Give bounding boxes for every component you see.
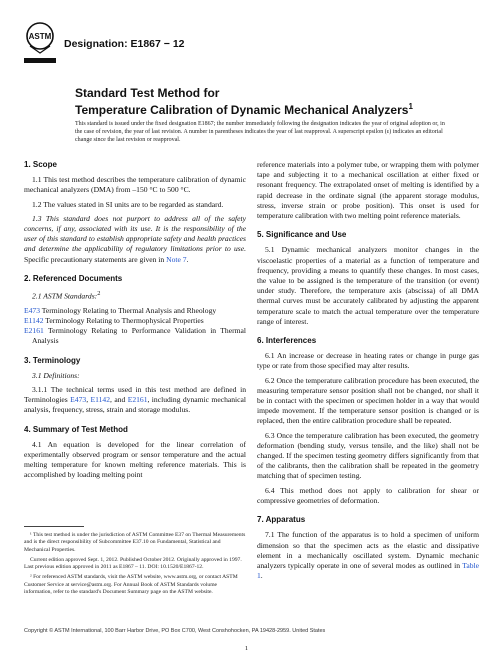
paragraph: 1.2 The values stated in SI units are to be regarded as standard. — [32, 199, 224, 209]
section-heading: 2. Referenced Documents — [24, 273, 123, 283]
designation: Designation: E1867 − 12 — [64, 38, 185, 50]
section-heading: 4. Summary of Test Method — [24, 424, 128, 434]
left-column — [24, 160, 246, 485]
reference-item: E2161 Terminology Relating to Performance Validation in Thermal Analysis — [24, 326, 246, 346]
page-number: 1 — [244, 645, 249, 652]
astm-logo-icon — [24, 22, 56, 66]
section-heading: 3. Terminology — [24, 355, 81, 365]
paragraph: 6.3 Once the temperature calibration has been executed, the geometry deformation (bending study, versus tensile, and the like) shall not be changed. If the specimen testing geometry differs significantly from that of the calibrants, then the calibration shall be repeated in the geometry matching that of specimen testing. — [257, 430, 479, 481]
paragraph: 1.3 This standard does not purport to address all of the safety concerns, if any, associated with its use. It is the responsibility of the user of this standard to establish appropriate safety and health practices and determine the applicability of regulatory limitations prior to use. Specific precautionary statements are given in Note 7. — [24, 213, 246, 264]
section-heading: 7. Apparatus — [257, 515, 306, 525]
paragraph: reference materials into a polymer tube, or wrapping them with polymer tape and subjecting it to a mechanical oscillation at either fixed or resonant frequency. The extrapolated onset of melting is identified by a rapid decrease in the ordinate signal (the apparent storage modulus, stress, inverse strain or probe position). This onset is used for temperature calibration with two melting point reference materials. — [257, 160, 479, 221]
paragraph: 6.1 An increase or decrease in heating rates or change in purge gas type or rate from those specified may alter results. — [257, 351, 479, 371]
section-heading: 6. Interferences — [257, 336, 317, 346]
paragraph: 2.1 ASTM Standards:$^2$ — [32, 290, 101, 301]
ref-e1142-link[interactable]: E1142 — [90, 395, 111, 405]
reference-item: E1142 Terminology Relating to Thermophysical Properties — [24, 315, 204, 325]
issuance-notice: This standard is issued under the fixed designation E1867; the number immediately following the designation indicates the year of original adoption or, in the case of revision, the year of last revision. A number in parentheses indicates the year of last reapproval. A superscript epsilon (ε) indicates an editorial change since the last revision or reapproval. — [75, 121, 445, 144]
ref-e473-link[interactable]: E473 — [70, 395, 87, 405]
footnote: ¹ This test method is under the jurisdiction of ASTM Committee E37 on Thermal Measurements and is the direct responsibility of Subcommittee E37.10 on Fundamental, Statistical and Mechanical Properties. — [24, 532, 246, 553]
ref-e1142-link[interactable]: E1142 — [24, 315, 44, 325]
title-line-2: Temperature Calibration of Dynamic Mechanical Analyzers$^1$ — [75, 102, 413, 117]
right-column — [257, 160, 479, 585]
ref-e473-link[interactable]: E473 — [24, 305, 41, 315]
footnote-divider — [24, 526, 84, 527]
footnote: Current edition approved Sept. 1, 2012. Published October 2012. Originally approved in 1997. Last previous edition approved in 2011 as E1867 – 11. DOI: 10.1520/E1867-12. — [24, 556, 242, 571]
svg-text:ASTM: ASTM — [28, 32, 52, 41]
paragraph: 4.1 An equation is developed for the linear correlation of experimentally observed program or sensor temperature and the actual melting temperature for known melting reference materials. This is accomplished by loading melting point — [24, 439, 246, 480]
note-7-link[interactable]: Note 7 — [166, 254, 187, 264]
document-title — [75, 86, 455, 117]
reference-item: E473 Terminology Relating to Thermal Analysis and Rheology — [24, 305, 217, 315]
copyright-line: Copyright © ASTM International, 100 Barr Harbor Drive, PO Box C700, West Conshohocken, PA 19428-2959. United States — [24, 628, 326, 634]
paragraph: 6.2 Once the temperature calibration procedure has been executed, the measuring temperature sensor position shall not be changed, nor shall it be in contact with the specimen or specimen holder in a way that would impede movement. If the temperature sensor position is changed or is replaced, then the entire calibration procedure shall be repeated. — [257, 375, 479, 426]
ref-e2161-link[interactable]: E2161 — [24, 326, 44, 336]
title-line-1: Standard Test Method for — [75, 86, 220, 100]
paragraph: 1.1 This test method describes the temperature calibration of dynamic mechanical analyzers (DMA) from –150 °C to 500 °C. — [24, 175, 246, 195]
ref-e2161-link[interactable]: E2161 — [127, 395, 148, 405]
section-heading: 5. Significance and Use — [257, 230, 347, 240]
footnotes — [24, 526, 246, 599]
paragraph: 5.1 Dynamic mechanical analyzers monitor changes in the viscoelastic properties of a material as a function of temperature and frequency, providing a means to quantify these changes. In most cases, the value to be assigned is the temperature of the transition (or event) under study. Therefore, the temperature axis (abscissa) of all DMA thermal curves must be accurately calibrated by adjusting the apparent temperature scale to match the actual temperature over the temperature range of interest. — [257, 245, 479, 326]
footnote: ² For referenced ASTM standards, visit the ASTM website, www.astm.org, or contact ASTM Customer Service at service@astm.org. For Annual Book of ASTM Standards volume information, refer to the standard's Document Summary page on the ASTM website. — [24, 574, 238, 596]
section-heading: 1. Scope — [24, 160, 57, 169]
table-1-link[interactable]: Table 1 — [257, 560, 479, 581]
paragraph: 3.1 Definitions: — [32, 370, 80, 380]
paragraph: 6.4 This method does not apply to calibration for shear or compressive geometries of deformation. — [257, 485, 479, 505]
paragraph: 3.1.1 The technical terms used in this test method are defined in Terminologies E473, E1142, and E2161, including dynamic mechanical analysis, frequency, stress, strain and storage modulus. — [24, 384, 247, 415]
paragraph: 7.1 The function of the apparatus is to hold a specimen of uniform dimension so that the specimen acts as the elastic and dissipative element in a mechanically oscillated system. Dynamic mechanic analyzers typically operate in one of several modes as outlined in Table 1. — [257, 530, 479, 581]
